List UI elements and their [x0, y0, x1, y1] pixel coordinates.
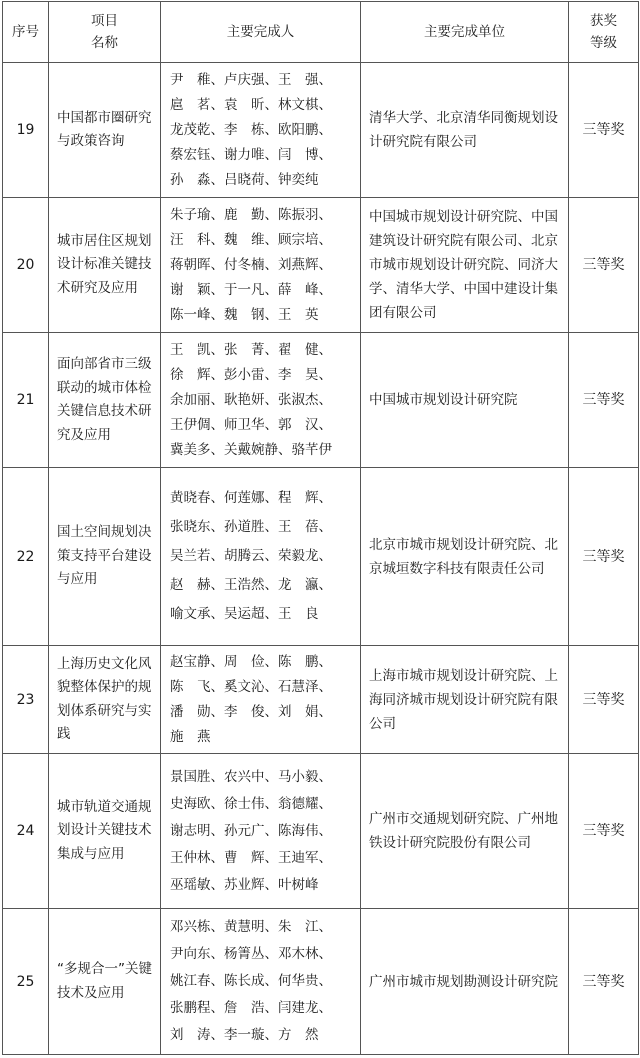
- table-row: [3, 333, 639, 468]
- row-people: [161, 198, 361, 333]
- person-line: 汪 科、魏 维、顾宗培、: [170, 231, 332, 248]
- person-line: 冀美多、关戴婉静、骆芊伊: [170, 441, 332, 458]
- person-line: 陈一峰、魏 钢、王 英: [170, 306, 319, 323]
- table-header-row: [3, 2, 639, 63]
- row-project-name: 上海历史文化风貌整体保护的规划体系研究与实践: [49, 646, 161, 754]
- person-line: 余加丽、耿艳妍、张淑杰、: [170, 391, 332, 408]
- person-line: 赵 赫、王浩然、龙 瀛、: [170, 577, 332, 593]
- person-line: 蒋朝晖、付冬楠、刘燕辉、: [170, 256, 332, 273]
- person-line: 张晓东、孙道胜、王 蓓、: [170, 519, 332, 535]
- person-line: 施 燕: [170, 728, 211, 745]
- row-level: 三等奖: [569, 468, 639, 646]
- person-line: 巫瑶敏、苏业辉、叶树峰: [170, 876, 319, 893]
- header-project-line2: 名称: [91, 35, 118, 51]
- row-project-name: “多规合一”关键技术及应用: [49, 909, 161, 1055]
- table-row: [3, 63, 639, 198]
- row-seq: 19: [3, 63, 49, 198]
- header-level-line2: 等级: [590, 35, 617, 51]
- person-line: 徐 辉、彭小雷、李 昊、: [170, 366, 332, 383]
- person-line: 朱子瑜、鹿 勤、陈振羽、: [170, 206, 332, 223]
- person-line: 史海欧、徐士伟、翁德耀、: [170, 795, 332, 812]
- person-line: 尹 稚、卢庆强、王 强、: [170, 71, 332, 88]
- person-line: 吴兰若、胡腾云、荣毅龙、: [170, 548, 332, 564]
- person-line: 张鹏程、詹 浩、闫建龙、: [170, 1000, 332, 1016]
- person-line: 姚江春、陈长成、何华贵、: [170, 973, 332, 989]
- row-unit: 中国城市规划设计研究院: [361, 333, 569, 468]
- person-line: 陈 飞、奚文沁、石慧泽、: [170, 678, 332, 695]
- row-seq: 24: [3, 754, 49, 909]
- row-level: 三等奖: [569, 198, 639, 333]
- person-line: 谢志明、孙元广、陈海伟、: [170, 822, 332, 839]
- row-people: [161, 646, 361, 754]
- row-people: [161, 63, 361, 198]
- row-level: 三等奖: [569, 333, 639, 468]
- row-unit: 广州市城市规划勘测设计研究院: [361, 909, 569, 1055]
- row-seq: 20: [3, 198, 49, 333]
- person-line: 谢 颖、于一凡、薛 峰、: [170, 281, 332, 298]
- person-line: 黄晓春、何莲娜、程 辉、: [170, 490, 332, 506]
- row-project-name: 面向部省市三级联动的城市体检关键信息技术研究及应用: [49, 333, 161, 468]
- row-project-name: 城市轨道交通规划设计关键技术集成与应用: [49, 754, 161, 909]
- person-line: 王仲林、曹 辉、王迪军、: [170, 849, 332, 866]
- person-line: 孙 淼、吕晓荷、钟奕纯: [170, 171, 319, 188]
- row-seq: 22: [3, 468, 49, 646]
- row-level: 三等奖: [569, 754, 639, 909]
- person-line: 景国胜、农兴中、马小毅、: [170, 768, 332, 785]
- person-line: 扈 茗、袁 昕、林文棋、: [170, 96, 332, 113]
- row-unit: 中国城市规划设计研究院、中国建筑设计研究院有限公司、北京市城市规划设计研究院、同济大学、清华大学、中国中建设计集团有限公司: [361, 198, 569, 333]
- header-unit: 主要完成单位: [361, 2, 569, 63]
- header-level-line1: 获奖: [590, 13, 617, 29]
- row-project-name: 国土空间规划决策支持平台建设与应用: [49, 468, 161, 646]
- row-seq: 23: [3, 646, 49, 754]
- row-unit: 上海市城市规划设计研究院、上海同济城市规划设计研究院有限公司: [361, 646, 569, 754]
- table-row: [3, 754, 639, 909]
- person-line: 邓兴栋、黄慧明、朱 江、: [170, 919, 332, 935]
- header-people: 主要完成人: [161, 2, 361, 63]
- awards-table: [2, 1, 639, 1055]
- row-level: 三等奖: [569, 909, 639, 1055]
- row-people: [161, 754, 361, 909]
- person-line: 尹向东、杨箐丛、邓木林、: [170, 946, 332, 962]
- row-unit: 清华大学、北京清华同衡规划设计研究院有限公司: [361, 63, 569, 198]
- row-seq: 25: [3, 909, 49, 1055]
- row-project-name: 中国都市圈研究与政策咨询: [49, 63, 161, 198]
- row-seq: 21: [3, 333, 49, 468]
- table-row: [3, 646, 639, 754]
- row-unit: 广州市交通规划研究院、广州地铁设计研究院股份有限公司: [361, 754, 569, 909]
- row-people: [161, 333, 361, 468]
- row-project-name: 城市居住区规划设计标准关键技术研究及应用: [49, 198, 161, 333]
- header-level: [569, 2, 639, 63]
- header-project-line1: 项目: [91, 13, 118, 29]
- row-level: 三等奖: [569, 63, 639, 198]
- row-people: [161, 909, 361, 1055]
- person-line: 蔡宏钰、谢力唯、闫 博、: [170, 146, 332, 163]
- row-level: 三等奖: [569, 646, 639, 754]
- table-row: [3, 198, 639, 333]
- table-row: [3, 468, 639, 646]
- person-line: 潘 勋、李 俊、刘 娟、: [170, 703, 332, 720]
- person-line: 赵宝静、周 俭、陈 鹏、: [170, 653, 332, 670]
- person-line: 王 凯、张 菁、翟 健、: [170, 341, 332, 358]
- person-line: 王伊倜、师卫华、郭 汉、: [170, 416, 332, 433]
- table-row: [3, 909, 639, 1055]
- person-line: 龙茂乾、李 栋、欧阳鹏、: [170, 121, 332, 138]
- person-line: 喻文承、吴运超、王 良: [170, 606, 319, 622]
- person-line: 刘 涛、李一璇、方 然: [170, 1027, 319, 1043]
- header-project: [49, 2, 161, 63]
- row-people: [161, 468, 361, 646]
- header-seq: 序号: [3, 2, 49, 63]
- row-unit: 北京市城市规划设计研究院、北京城垣数字科技有限责任公司: [361, 468, 569, 646]
